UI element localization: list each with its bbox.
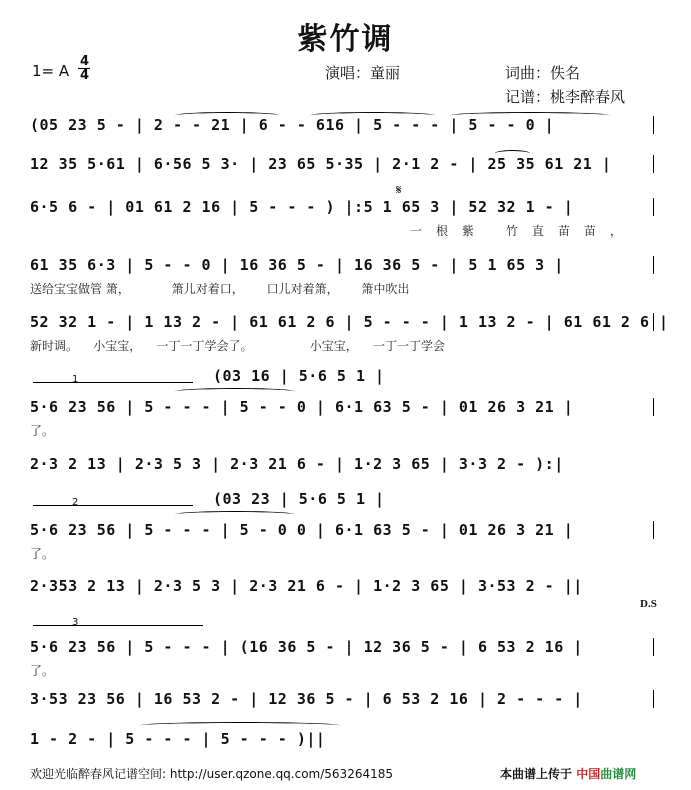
barline (653, 198, 654, 216)
score-row-11: 3·53 23 56 | 16 53 2 - | 12 36 5 - | 6 53 2 16 | 2 - - - | (30, 690, 583, 708)
score-row-5: 52 32 1 - | 1 13 2 - | 61 61 2 6 | 5 - - - | 1 13 2 - | 61 61 2 6 | (30, 313, 669, 331)
barline (653, 690, 654, 708)
song-title: 紫竹调 (297, 22, 394, 57)
barline (653, 521, 654, 539)
score-row-3: 6·5 6 - | 01 61 2 16 | 5 - - - ) |:5 1 65 3 | 52 32 1 - | (30, 198, 574, 216)
barline (653, 398, 654, 416)
slur (140, 722, 340, 729)
composer-credit: 词曲：佚名 (505, 64, 581, 82)
score-row-7: 2·3 2 13 | 2·3 5 3 | 2·3 21 6 - | 1·2 3 65 | 3·3 2 - ):| (30, 455, 564, 473)
volta-number-1: 1 (72, 374, 79, 385)
footer-website-text: 欢迎光临醉春风记谱空间: http://user.qzone.qq.com/563264185 (30, 767, 394, 781)
volta-bracket-2 (33, 505, 193, 506)
footer-upload-label: 本曲谱上传于 (500, 767, 573, 781)
barline (653, 638, 654, 656)
footer-upload-text (500, 765, 636, 782)
lyrics-line-6: 了。 (30, 664, 55, 678)
score-row-6: 5·6 23 56 | 5 - - - | 5 - - 0 | 6·1 63 5 - | 01 26 3 21 | (30, 398, 574, 416)
lyrics-line-1: 一根紫 竹直苗苗， (410, 224, 636, 238)
score-row-1: (05 23 5 - | 2 - - 21 | 6 - - 616 | 5 - - - | 5 - - 0 | (30, 116, 555, 134)
barline (653, 155, 654, 173)
score-row-12: 1 - 2 - | 5 - - - | 5 - - - )|| (30, 730, 326, 748)
score-row-4: 61 35 6·3 | 5 - - 0 | 16 36 5 - | 16 36 5 - | 5 1 65 3 | (30, 256, 564, 274)
transcriber-credit: 记谱：桃李醉春风 (505, 88, 626, 106)
slur (175, 388, 295, 395)
score-row-9: 2·353 2 13 | 2·3 5 3 | 2·3 21 6 - | 1·2 3 65 | 3·53 2 - || (30, 577, 583, 595)
volta-bracket-3 (33, 625, 203, 626)
slur (175, 511, 295, 518)
lyrics-line-4: 了。 (30, 424, 55, 438)
score-row-8-intro: (03 23 | 5·6 5 1 | (213, 490, 385, 508)
site-logo-part-b: 曲谱网 (600, 767, 637, 781)
barline (653, 116, 654, 134)
time-signature-denominator: 4 (80, 68, 90, 83)
slur (175, 112, 280, 119)
lyrics-line-3: 新时调。 小宝宝， 一丁一丁学会了。 小宝宝， 一丁一丁学会 (30, 339, 445, 353)
score-row-6-intro: (03 16 | 5·6 5 1 | (213, 367, 385, 385)
slur (450, 112, 610, 119)
slur (495, 150, 530, 157)
key-signature: 1= A (32, 62, 70, 80)
segno-sign: 𝄋 (396, 183, 402, 198)
volta-bracket-1 (33, 382, 193, 383)
volta-number-2: 2 (72, 497, 79, 508)
lyrics-line-5: 了。 (30, 547, 55, 561)
score-row-8: 5·6 23 56 | 5 - - - | 5 - 0 0 | 6·1 63 5 - | 01 26 3 21 | (30, 521, 574, 539)
slur (310, 112, 435, 119)
site-logo-part-a: 中国 (576, 767, 601, 781)
ds-mark: D.S (640, 598, 657, 610)
time-signature-numerator: 4 (80, 54, 90, 69)
lyrics-line-2: 送给宝宝做管 箫， 箫儿对着口， 口儿对着箫， 箫中吹出 (30, 282, 410, 296)
score-row-10: 5·6 23 56 | 5 - - - | (16 36 5 - | 12 36 5 - | 6 53 2 16 | (30, 638, 583, 656)
score-row-2: 12 35 5·61 | 6·56 5 3· | 23 65 5·35 | 2·1 2 - | 25 35 61 21 | (30, 155, 612, 173)
time-signature-divider (78, 68, 90, 69)
barline (653, 313, 654, 331)
singer-credit: 演唱：童丽 (325, 64, 401, 82)
barline (653, 256, 654, 274)
volta-number-3: 3 (72, 617, 79, 628)
